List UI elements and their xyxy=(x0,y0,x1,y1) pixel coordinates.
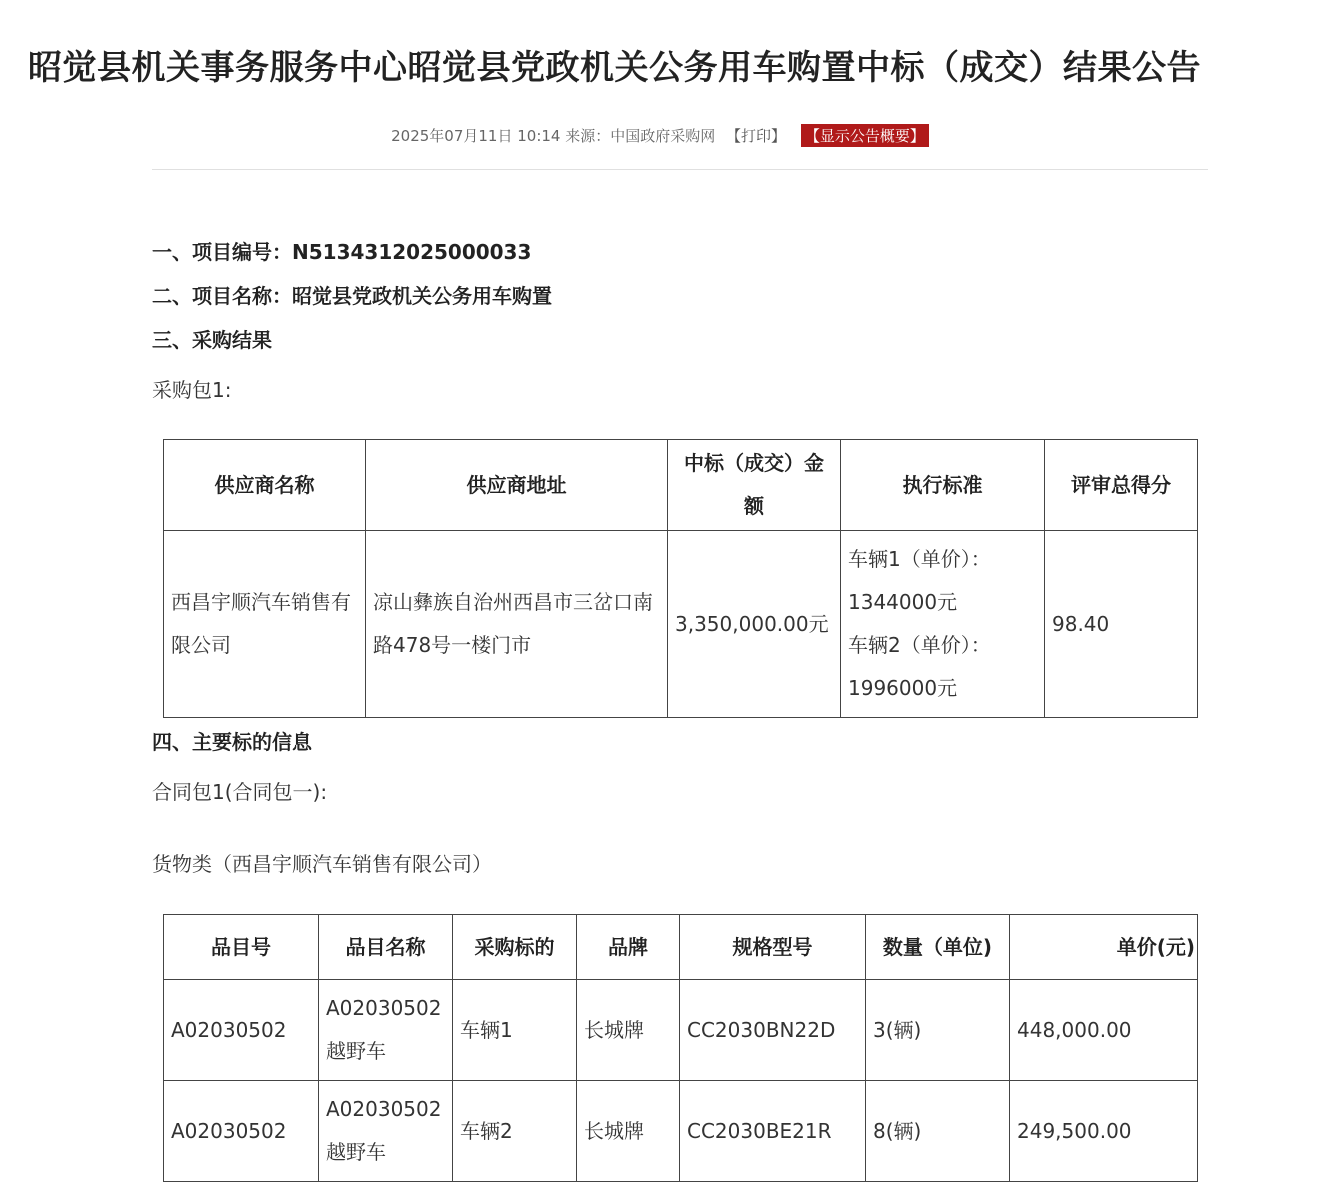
result-table xyxy=(163,439,1198,718)
header-unit-price: 单价(元) xyxy=(1010,915,1198,980)
item-name-text: 越野车 xyxy=(326,1039,386,1063)
table-header-row xyxy=(164,915,1198,980)
project-name: 二、项目名称：昭觉县党政机关公务用车购置 xyxy=(152,284,552,308)
cell-brand: 长城牌 xyxy=(577,980,680,1081)
item-name-code: A02030502 xyxy=(326,996,442,1020)
divider xyxy=(152,169,1208,170)
table-row xyxy=(164,531,1198,718)
header-subject: 采购标的 xyxy=(453,915,577,980)
cell-brand: 长城牌 xyxy=(577,1081,680,1182)
cell-amount: 3,350,000.00元 xyxy=(668,531,841,718)
print-link[interactable]: 【打印】 xyxy=(726,127,787,145)
table-row xyxy=(164,1081,1198,1182)
page-title: 昭觉县机关事务服务中心昭觉县党政机关公务用车购置中标（成交）结果公告 xyxy=(28,48,1201,88)
header-supplier-name: 供应商名称 xyxy=(164,440,366,531)
contract-package-label: 合同包1(合同包一): xyxy=(152,780,328,804)
cell-model: CC2030BE21R xyxy=(680,1081,866,1182)
cell-subject: 车辆1 xyxy=(453,980,577,1081)
standard-line: 1344000元 xyxy=(848,590,958,614)
standard-line: 车辆1（单价）： xyxy=(848,547,991,571)
goods-category-label: 货物类（西昌宇顺汽车销售有限公司） xyxy=(152,852,492,876)
source-text: 来源：中国政府采购网 xyxy=(565,127,716,145)
item-name-text: 越野车 xyxy=(326,1140,386,1164)
cell-score: 98.40 xyxy=(1045,531,1198,718)
cell-quantity: 8(辆) xyxy=(866,1081,1010,1182)
procurement-result-heading: 三、采购结果 xyxy=(152,328,272,352)
header-brand: 品牌 xyxy=(577,915,680,980)
cell-supplier: 西昌宇顺汽车销售有限公司 xyxy=(164,531,366,718)
package-label: 采购包1: xyxy=(152,378,232,402)
table-row xyxy=(164,980,1198,1081)
cell-item-name xyxy=(319,980,453,1081)
cell-unit-price: 249,500.00 xyxy=(1010,1081,1198,1182)
cell-model: CC2030BN22D xyxy=(680,980,866,1081)
main-subject-heading: 四、主要标的信息 xyxy=(152,730,312,754)
cell-address: 凉山彝族自治州西昌市三岔口南路478号一楼门市 xyxy=(366,531,668,718)
header-amount: 中标（成交）金额 xyxy=(668,440,841,531)
show-summary-button[interactable]: 【显示公告概要】 xyxy=(801,124,929,147)
publish-date: 2025年07月11日 10:14 xyxy=(391,127,561,145)
goods-table xyxy=(163,914,1198,1182)
cell-item-code: A02030502 xyxy=(164,1081,319,1182)
header-score: 评审总得分 xyxy=(1045,440,1198,531)
cell-unit-price: 448,000.00 xyxy=(1010,980,1198,1081)
cell-subject: 车辆2 xyxy=(453,1081,577,1182)
header-model: 规格型号 xyxy=(680,915,866,980)
item-name-code: A02030502 xyxy=(326,1097,442,1121)
header-item-code: 品目号 xyxy=(164,915,319,980)
meta-bar xyxy=(0,124,1320,147)
cell-quantity: 3(辆) xyxy=(866,980,1010,1081)
project-number: 一、项目编号：N5134312025000033 xyxy=(152,240,532,264)
cell-item-name xyxy=(319,1081,453,1182)
cell-item-code: A02030502 xyxy=(164,980,319,1081)
standard-line: 车辆2（单价）： xyxy=(848,633,991,657)
header-item-name: 品目名称 xyxy=(319,915,453,980)
header-supplier-address: 供应商地址 xyxy=(366,440,668,531)
header-quantity: 数量（单位) xyxy=(866,915,1010,980)
table-header-row xyxy=(164,440,1198,531)
header-standard: 执行标准 xyxy=(841,440,1045,531)
standard-line: 1996000元 xyxy=(848,676,958,700)
cell-standard xyxy=(841,531,1045,718)
